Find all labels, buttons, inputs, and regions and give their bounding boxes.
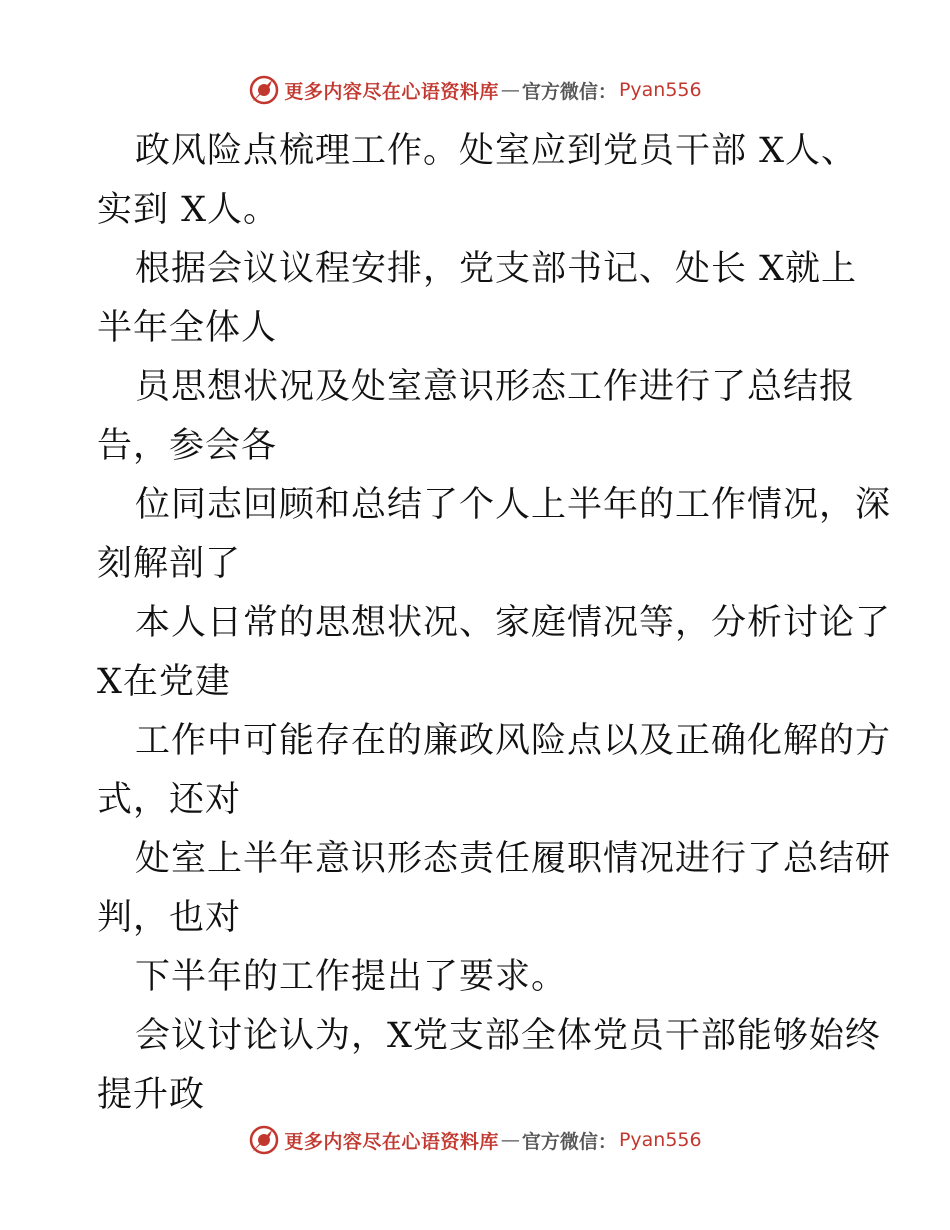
quill-logo-icon [248, 74, 280, 106]
body-line: 政风险点梳理工作。处室应到党员干部 X人、 [135, 131, 858, 171]
body-line: 处室上半年意识形态责任履职情况进行了总结研 [135, 839, 892, 879]
body-line: 根据会议议程安排，党支部书记、处长 X就上 [135, 249, 858, 289]
footer-watermark [0, 1120, 950, 1160]
body-line: 提升政 [97, 1075, 206, 1115]
quill-logo-icon [248, 1124, 280, 1156]
watermark-text: 更多内容尽在心语资料库 [284, 80, 499, 103]
wechat-handle: Pyan556 [618, 1129, 702, 1151]
body-line: 实到 X人。 [97, 190, 280, 230]
body-line: X在党建 [97, 662, 231, 702]
watermark-dash: — [500, 79, 520, 101]
body-line: 判，也对 [97, 898, 242, 938]
watermark-dash: — [500, 1129, 520, 1151]
body-line: 告，参会各 [97, 426, 278, 466]
body-line: 位同志回顾和总结了个人上半年的工作情况，深 [135, 485, 892, 525]
body-line: 工作中可能存在的廉政风险点以及正确化解的方 [135, 721, 892, 761]
document-body [97, 122, 892, 1125]
header-watermark [0, 70, 950, 110]
body-line: 式，还对 [97, 780, 242, 820]
wechat-label: 官方微信： [521, 1130, 617, 1153]
wechat-label: 官方微信： [521, 80, 617, 103]
body-line: 本人日常的思想状况、家庭情况等，分析讨论了 [135, 603, 892, 643]
watermark-text: 更多内容尽在心语资料库 [284, 1130, 499, 1153]
body-line: 半年全体人 [97, 308, 278, 348]
body-line: 下半年的工作提出了要求。 [135, 957, 568, 997]
body-line: 刻解剖了 [97, 544, 242, 584]
wechat-handle: Pyan556 [618, 79, 702, 101]
body-line: 会议讨论认为，X党支部全体党员干部能够始终 [135, 1016, 881, 1056]
body-line: 员思想状况及处室意识形态工作进行了总结报 [135, 367, 856, 407]
